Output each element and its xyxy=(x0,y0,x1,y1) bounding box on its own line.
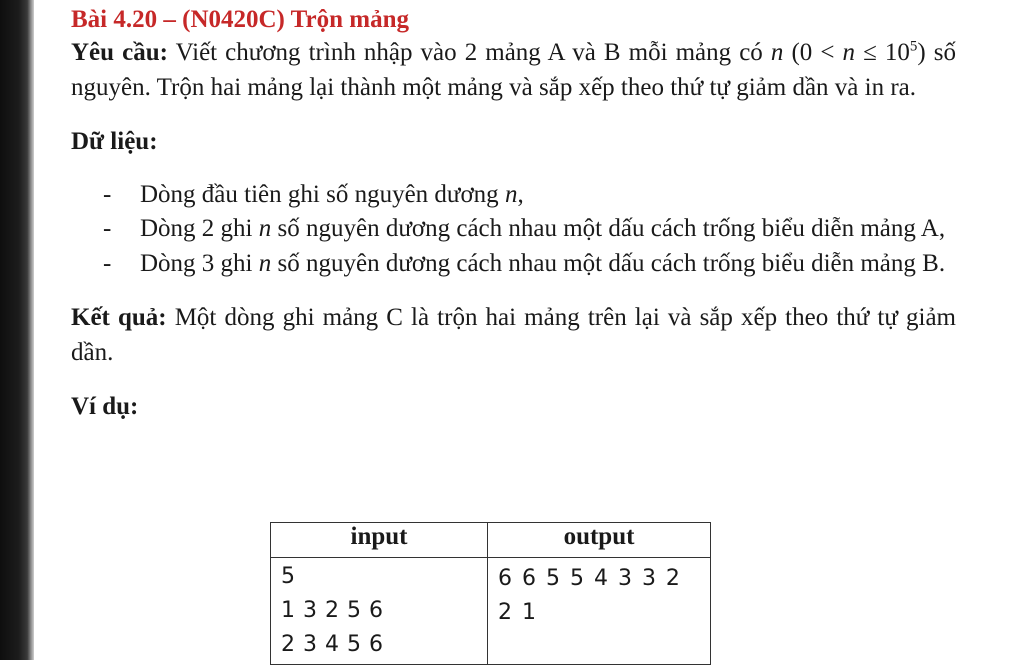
output-paragraph xyxy=(71,301,956,370)
requirement-exponent: 5 xyxy=(909,38,918,55)
table-row xyxy=(271,558,711,665)
output-value: 6 6 5 5 4 3 3 2 2 1 xyxy=(498,566,690,625)
requirement-label: Yêu cầu: xyxy=(71,39,168,66)
item-var-n: n xyxy=(258,249,272,277)
item-text-after: số nguyên dương cách nhau một dấu cách trống biểu diễn mảng B. xyxy=(271,249,946,277)
item-var-n: n xyxy=(504,180,518,208)
requirement-text-2: ) số nguyên. Trộn hai mảng lại thành một mảng và sắp xếp theo thứ tự giảm dần và in ra. xyxy=(71,39,956,101)
output-column-header: output xyxy=(488,523,711,558)
item-text-after: số nguyên dương cách nhau một dấu cách trống biểu diễn mảng A, xyxy=(271,215,946,242)
requirement-math-le: ≤ xyxy=(855,39,877,66)
problem-title: Bài 4.20 – (N0420C) Trộn mảng xyxy=(71,6,409,33)
requirement-base: 10 xyxy=(884,39,910,66)
list-item xyxy=(71,178,956,213)
input-line: 2 3 4 5 6 xyxy=(281,632,384,657)
example-table xyxy=(270,522,711,665)
list-item xyxy=(71,212,956,247)
requirement-text-1: Viết chương trình nhập vào 2 mảng A và B mỗi mảng có xyxy=(167,39,771,66)
input-line: 1 3 2 5 6 xyxy=(281,598,384,623)
input-bullet-list xyxy=(71,178,956,282)
left-edge-shadow xyxy=(0,0,34,660)
input-cell xyxy=(271,558,488,665)
input-line: 5 xyxy=(281,564,296,589)
item-text: Dòng đầu tiên ghi số nguyên dương xyxy=(140,180,505,208)
list-item xyxy=(71,247,956,282)
document-page xyxy=(34,0,1024,660)
dash-marker: - xyxy=(103,215,112,242)
output-cell xyxy=(488,558,711,665)
item-text: Dòng 3 ghi xyxy=(140,249,259,277)
requirement-var-n-2: n xyxy=(842,39,855,66)
input-section-label: Dữ liệu: xyxy=(71,128,158,155)
dash-marker: - xyxy=(103,249,112,277)
output-section-label: Kết quả: xyxy=(71,304,167,331)
item-var-n: n xyxy=(258,215,272,242)
problem-content xyxy=(71,4,956,425)
input-column-header: input xyxy=(271,523,488,558)
requirement-paragraph xyxy=(71,36,956,105)
example-label: Ví dụ: xyxy=(71,393,139,420)
item-text: Dòng 2 ghi xyxy=(140,215,259,242)
dash-marker: - xyxy=(103,180,112,208)
requirement-var-n: n xyxy=(770,39,784,66)
item-text-after: , xyxy=(517,180,524,208)
requirement-math-open: (0 < xyxy=(783,39,843,66)
output-section-text: Một dòng ghi mảng C là trộn hai mảng trên lại và sắp xếp theo thứ tự giảm dần. xyxy=(71,304,956,366)
